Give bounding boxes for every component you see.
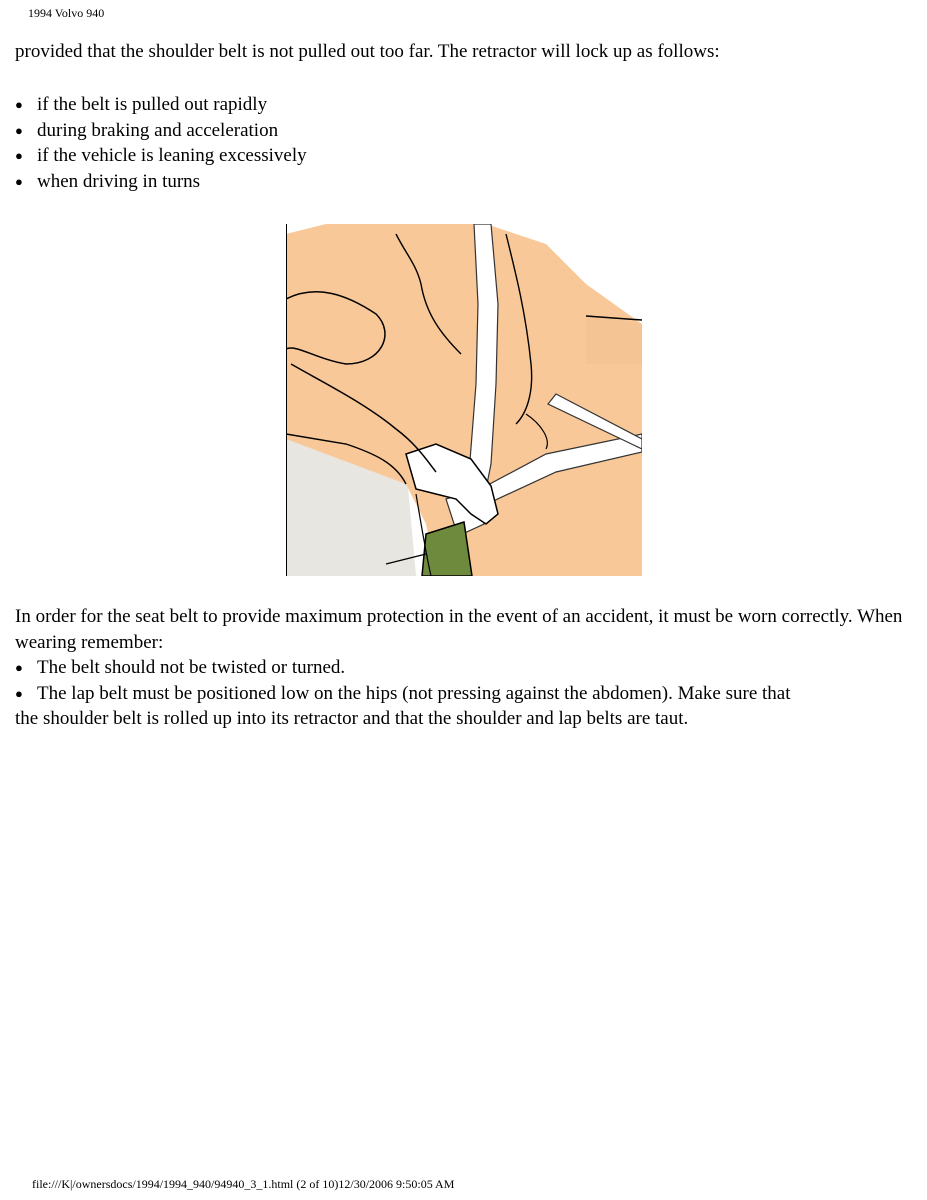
list-item-text: if the belt is pulled out rapidly <box>37 94 268 115</box>
list-item-text: during braking and acceleration <box>37 119 279 141</box>
bullet-icon: ● <box>15 685 23 701</box>
seat-belt-illustration <box>286 224 642 576</box>
page-footer: file:///K|/ownersdocs/1994/1994_940/94940_3_1.html (2 of 10)12/30/2006 9:50:05 AM <box>32 1177 455 1191</box>
list-item-text: if the vehicle is leaning excessively <box>37 145 307 167</box>
intro-text: provided that the shoulder belt is not pulled out too far. The retractor will lock up as follows: <box>15 41 720 62</box>
bullet-icon: ● <box>15 122 23 138</box>
lock-conditions-list <box>15 92 307 195</box>
bullet-icon: ● <box>15 97 23 112</box>
list-item-text: The lap belt must be positioned low on the hips (not pressing against the abdomen). Make sure that <box>37 682 791 704</box>
bullet-icon: ● <box>15 148 23 164</box>
list-item <box>15 655 910 681</box>
list-item <box>15 681 910 707</box>
list-item-text: The belt should not be twisted or turned. <box>37 657 346 678</box>
list-item <box>15 169 307 195</box>
correct-wearing-section <box>15 604 910 732</box>
bullet-icon: ● <box>15 660 23 675</box>
paragraph-text: In order for the seat belt to provide maximum protection in the event of an accident, it must be worn correctly. When wearing remember: <box>15 606 903 653</box>
list-item-continuation: the shoulder belt is rolled up into its retractor and that the shoulder and lap belts are taut. <box>15 708 689 729</box>
seat-belt-icon <box>286 224 642 576</box>
list-item <box>15 143 307 169</box>
list-item-text: when driving in turns <box>37 171 201 193</box>
list-item <box>15 92 307 118</box>
page-header: 1994 Volvo 940 <box>28 6 105 20</box>
bullet-icon: ● <box>15 174 23 190</box>
list-item <box>15 118 307 144</box>
